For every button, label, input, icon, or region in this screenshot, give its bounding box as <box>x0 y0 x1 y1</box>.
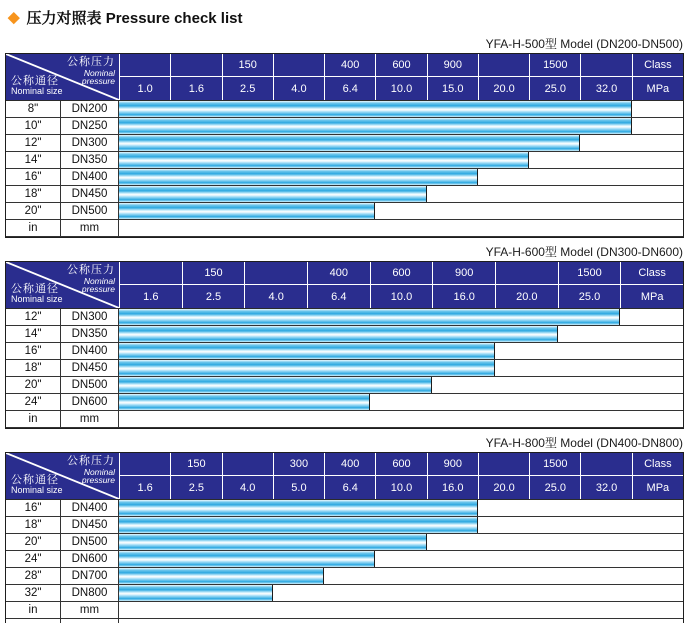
pressure-bar-track <box>119 360 683 377</box>
size-inch-cell: 14" <box>6 326 61 343</box>
mpa-scale-cell: 15.0 <box>427 77 478 100</box>
size-inch-cell: in <box>6 220 61 237</box>
size-dn-cell <box>61 619 119 623</box>
nominal-pressure-en-1: Nominal <box>83 466 115 477</box>
pressure-bar-track <box>119 568 683 585</box>
table-row <box>6 101 683 118</box>
nominal-size-cn: 公称通径 <box>11 474 59 487</box>
table-row <box>6 602 683 619</box>
pressure-table <box>5 261 684 429</box>
table-header <box>6 453 683 499</box>
pressure-range-bar <box>119 534 427 550</box>
size-inch-cell: 18" <box>6 517 61 534</box>
mpa-scale-cell: 16.0 <box>427 476 478 499</box>
mpa-scale-cell: 25.0 <box>529 476 580 499</box>
header-corner-cell <box>6 54 119 100</box>
pressure-bar-track <box>119 326 683 343</box>
size-inch-cell <box>6 619 61 623</box>
size-dn-cell: mm <box>61 411 119 428</box>
pressure-range-bar <box>119 394 370 410</box>
size-dn-cell: DN500 <box>61 203 119 220</box>
table-row <box>6 360 683 377</box>
mpa-scale-cell: 20.0 <box>495 285 558 308</box>
class-scale-cell: 400 <box>307 262 370 285</box>
mpa-scale-cell: 5.0 <box>273 476 324 499</box>
pressure-bar-track <box>119 343 683 360</box>
pressure-range-bar <box>119 360 495 376</box>
mpa-scale-cell: 2.5 <box>182 285 245 308</box>
size-inch-cell: 18" <box>6 186 61 203</box>
class-scale-cell: 150 <box>182 262 245 285</box>
pressure-range-bar <box>119 203 375 219</box>
table-row <box>6 500 683 517</box>
class-scale-cell: Class <box>632 54 683 77</box>
mpa-scale-cell: 25.0 <box>558 285 621 308</box>
size-inch-cell: 24" <box>6 394 61 411</box>
pressure-bar-track <box>119 411 683 428</box>
nominal-size-en: Nominal size <box>11 294 63 305</box>
class-scale-cell: 400 <box>324 54 375 77</box>
pressure-bar-track <box>119 619 683 623</box>
nominal-pressure-cn: 公称压力 <box>67 264 115 276</box>
pressure-bar-track <box>119 309 683 326</box>
table-row <box>6 169 683 186</box>
table-row <box>6 343 683 360</box>
diamond-icon: ◆ <box>8 9 20 26</box>
class-scale-cell: 600 <box>370 262 433 285</box>
table-row <box>6 585 683 602</box>
mpa-scale-cell: 25.0 <box>529 77 580 100</box>
size-inch-cell: 10" <box>6 118 61 135</box>
size-dn-cell: DN350 <box>61 326 119 343</box>
mpa-scale-cell: MPa <box>620 285 683 308</box>
class-scale-cell <box>495 262 558 285</box>
table-row <box>6 326 683 343</box>
class-scale-cell <box>478 453 529 476</box>
mpa-scale-cell: 2.5 <box>222 77 273 100</box>
pressure-range-bar <box>119 135 580 151</box>
class-scale-cell: 1500 <box>529 453 580 476</box>
pressure-bar-track <box>119 220 683 237</box>
corner-bottom-left-label <box>11 75 63 97</box>
nominal-pressure-cn: 公称压力 <box>67 455 115 467</box>
corner-bottom-left-label <box>11 474 63 496</box>
header-scale-grid <box>119 262 683 308</box>
pressure-bar-track <box>119 118 683 135</box>
class-scale-cell <box>244 262 307 285</box>
class-scale-cell: 150 <box>170 453 221 476</box>
nominal-pressure-en-2: pressure <box>81 475 115 486</box>
header-scale-grid <box>119 453 683 499</box>
class-scale-cell: 900 <box>427 54 478 77</box>
mpa-scale-row <box>119 77 683 100</box>
class-scale-cell <box>119 262 182 285</box>
size-dn-cell: mm <box>61 602 119 619</box>
size-inch-cell: 28" <box>6 568 61 585</box>
size-inch-cell: 8" <box>6 101 61 118</box>
pressure-range-bar <box>119 500 478 516</box>
pressure-bar-track <box>119 534 683 551</box>
class-scale-cell: 900 <box>427 453 478 476</box>
mpa-scale-cell: 10.0 <box>370 285 433 308</box>
table-row <box>6 118 683 135</box>
size-inch-cell: 20" <box>6 534 61 551</box>
size-dn-cell: DN450 <box>61 186 119 203</box>
corner-bottom-left-label <box>11 283 63 305</box>
pressure-table <box>5 452 684 623</box>
size-dn-cell: DN600 <box>61 394 119 411</box>
mpa-scale-row <box>119 476 683 499</box>
pressure-range-bar <box>119 101 632 117</box>
table-row <box>6 551 683 568</box>
mpa-scale-cell: 6.4 <box>324 476 375 499</box>
class-scale-cell <box>273 54 324 77</box>
class-scale-cell <box>580 54 631 77</box>
mpa-scale-row <box>119 285 683 308</box>
size-inch-cell: 16" <box>6 343 61 360</box>
size-inch-cell: 24" <box>6 551 61 568</box>
class-scale-cell <box>119 54 170 77</box>
pressure-table <box>5 53 684 238</box>
class-scale-cell: 400 <box>324 453 375 476</box>
size-inch-cell: 20" <box>6 377 61 394</box>
table-header <box>6 262 683 308</box>
pressure-range-bar <box>119 551 375 567</box>
class-scale-cell: 600 <box>375 453 426 476</box>
pressure-bar-track <box>119 186 683 203</box>
table-model-label: YFA-H-600型 Model (DN300-DN600) <box>485 245 683 259</box>
pressure-range-bar <box>119 343 495 359</box>
header-corner-cell <box>6 453 119 499</box>
nominal-pressure-cn: 公称压力 <box>67 56 115 68</box>
header-scale-grid <box>119 54 683 100</box>
table-header <box>6 54 683 100</box>
table-row <box>6 220 683 237</box>
nominal-pressure-en-2: pressure <box>81 284 115 295</box>
size-inch-cell: 18" <box>6 360 61 377</box>
nominal-size-cn: 公称通径 <box>11 283 59 296</box>
class-scale-cell: 300 <box>273 453 324 476</box>
table-row <box>6 135 683 152</box>
mpa-scale-cell: 6.4 <box>307 285 370 308</box>
mpa-scale-cell: 10.0 <box>375 476 426 499</box>
pressure-tables-container <box>0 37 688 623</box>
corner-top-right-label <box>67 57 115 86</box>
mpa-scale-cell: MPa <box>632 476 683 499</box>
class-scale-cell: 900 <box>432 262 495 285</box>
size-inch-cell: 20" <box>6 203 61 220</box>
class-scale-cell: Class <box>632 453 683 476</box>
size-inch-cell: 16" <box>6 169 61 186</box>
table-model-label: YFA-H-800型 Model (DN400-DN800) <box>485 436 683 450</box>
table-row <box>6 394 683 411</box>
table-row <box>6 203 683 220</box>
mpa-scale-cell: 10.0 <box>375 77 426 100</box>
size-dn-cell: DN350 <box>61 152 119 169</box>
class-scale-cell: 150 <box>222 54 273 77</box>
mpa-scale-cell: 4.0 <box>222 476 273 499</box>
pressure-table-section <box>5 436 684 623</box>
table-row <box>6 186 683 203</box>
table-row <box>6 377 683 394</box>
pressure-range-bar <box>119 585 273 601</box>
header-corner-cell <box>6 262 119 308</box>
nominal-pressure-en-1: Nominal <box>83 67 115 78</box>
class-scale-cell <box>119 453 170 476</box>
class-scale-cell <box>222 453 273 476</box>
class-scale-cell <box>580 453 631 476</box>
table-row <box>6 309 683 326</box>
size-dn-cell: DN500 <box>61 377 119 394</box>
mpa-scale-cell: 1.6 <box>119 285 182 308</box>
size-dn-cell: DN200 <box>61 101 119 118</box>
mpa-scale-cell: 16.0 <box>432 285 495 308</box>
table-row <box>6 152 683 169</box>
class-scale-row <box>119 54 683 77</box>
table-row <box>6 568 683 585</box>
size-inch-cell: 16" <box>6 500 61 517</box>
mpa-scale-cell: 20.0 <box>478 77 529 100</box>
page-title <box>0 0 688 30</box>
pressure-bar-track <box>119 203 683 220</box>
mpa-scale-cell: 20.0 <box>478 476 529 499</box>
size-inch-cell: 14" <box>6 152 61 169</box>
mpa-scale-cell: 1.6 <box>119 476 170 499</box>
size-inch-cell: in <box>6 602 61 619</box>
nominal-size-en: Nominal size <box>11 86 63 97</box>
mpa-scale-cell: 6.4 <box>324 77 375 100</box>
mpa-scale-cell: MPa <box>632 77 683 100</box>
size-inch-cell: 32" <box>6 585 61 602</box>
pressure-table-section <box>5 245 684 429</box>
pressure-bar-track <box>119 135 683 152</box>
class-scale-row <box>119 453 683 476</box>
corner-top-right-label <box>67 265 115 294</box>
page-title-text: 压力对照表 Pressure check list <box>26 10 243 27</box>
size-dn-cell: DN400 <box>61 343 119 360</box>
nominal-pressure-en-2: pressure <box>81 76 115 87</box>
size-dn-cell: DN300 <box>61 135 119 152</box>
size-inch-cell: 12" <box>6 309 61 326</box>
pressure-range-bar <box>119 118 632 134</box>
pressure-bar-track <box>119 169 683 186</box>
pressure-bar-track <box>119 152 683 169</box>
size-dn-cell: DN300 <box>61 309 119 326</box>
mpa-scale-cell: 1.0 <box>119 77 170 100</box>
table-row <box>6 619 683 623</box>
nominal-size-en: Nominal size <box>11 485 63 496</box>
corner-top-right-label <box>67 456 115 485</box>
class-scale-cell: 1500 <box>558 262 621 285</box>
pressure-bar-track <box>119 551 683 568</box>
pressure-bar-track <box>119 602 683 619</box>
size-dn-cell: DN450 <box>61 360 119 377</box>
size-dn-cell: DN600 <box>61 551 119 568</box>
table-row <box>6 534 683 551</box>
size-dn-cell: DN450 <box>61 517 119 534</box>
size-dn-cell: DN700 <box>61 568 119 585</box>
pressure-bar-track <box>119 500 683 517</box>
pressure-range-bar <box>119 186 427 202</box>
pressure-range-bar <box>119 377 432 393</box>
class-scale-cell <box>478 54 529 77</box>
class-scale-cell: Class <box>620 262 683 285</box>
nominal-size-cn: 公称通径 <box>11 75 59 88</box>
pressure-bar-track <box>119 394 683 411</box>
mpa-scale-cell: 32.0 <box>580 476 631 499</box>
size-dn-cell: mm <box>61 220 119 237</box>
pressure-table-section <box>5 37 684 238</box>
table-body <box>6 308 683 428</box>
pressure-range-bar <box>119 568 324 584</box>
table-row <box>6 517 683 534</box>
class-scale-cell: 1500 <box>529 54 580 77</box>
table-model-label: YFA-H-500型 Model (DN200-DN500) <box>485 37 683 51</box>
pressure-range-bar <box>119 152 529 168</box>
size-dn-cell: DN400 <box>61 169 119 186</box>
size-dn-cell: DN400 <box>61 500 119 517</box>
pressure-bar-track <box>119 101 683 118</box>
pressure-bar-track <box>119 517 683 534</box>
class-scale-cell: 600 <box>375 54 426 77</box>
pressure-range-bar <box>119 326 558 342</box>
mpa-scale-cell: 4.0 <box>244 285 307 308</box>
nominal-pressure-en-1: Nominal <box>83 275 115 286</box>
mpa-scale-cell: 1.6 <box>170 77 221 100</box>
size-dn-cell: DN500 <box>61 534 119 551</box>
size-dn-cell: DN800 <box>61 585 119 602</box>
mpa-scale-cell: 2.5 <box>170 476 221 499</box>
pressure-bar-track <box>119 585 683 602</box>
class-scale-row <box>119 262 683 285</box>
mpa-scale-cell: 32.0 <box>580 77 631 100</box>
class-scale-cell <box>170 54 221 77</box>
pressure-range-bar <box>119 517 478 533</box>
size-inch-cell: in <box>6 411 61 428</box>
pressure-range-bar <box>119 169 478 185</box>
pressure-bar-track <box>119 377 683 394</box>
mpa-scale-cell: 4.0 <box>273 77 324 100</box>
table-row <box>6 411 683 428</box>
size-dn-cell: DN250 <box>61 118 119 135</box>
size-inch-cell: 12" <box>6 135 61 152</box>
table-body <box>6 499 683 623</box>
pressure-range-bar <box>119 309 620 325</box>
table-body <box>6 100 683 237</box>
